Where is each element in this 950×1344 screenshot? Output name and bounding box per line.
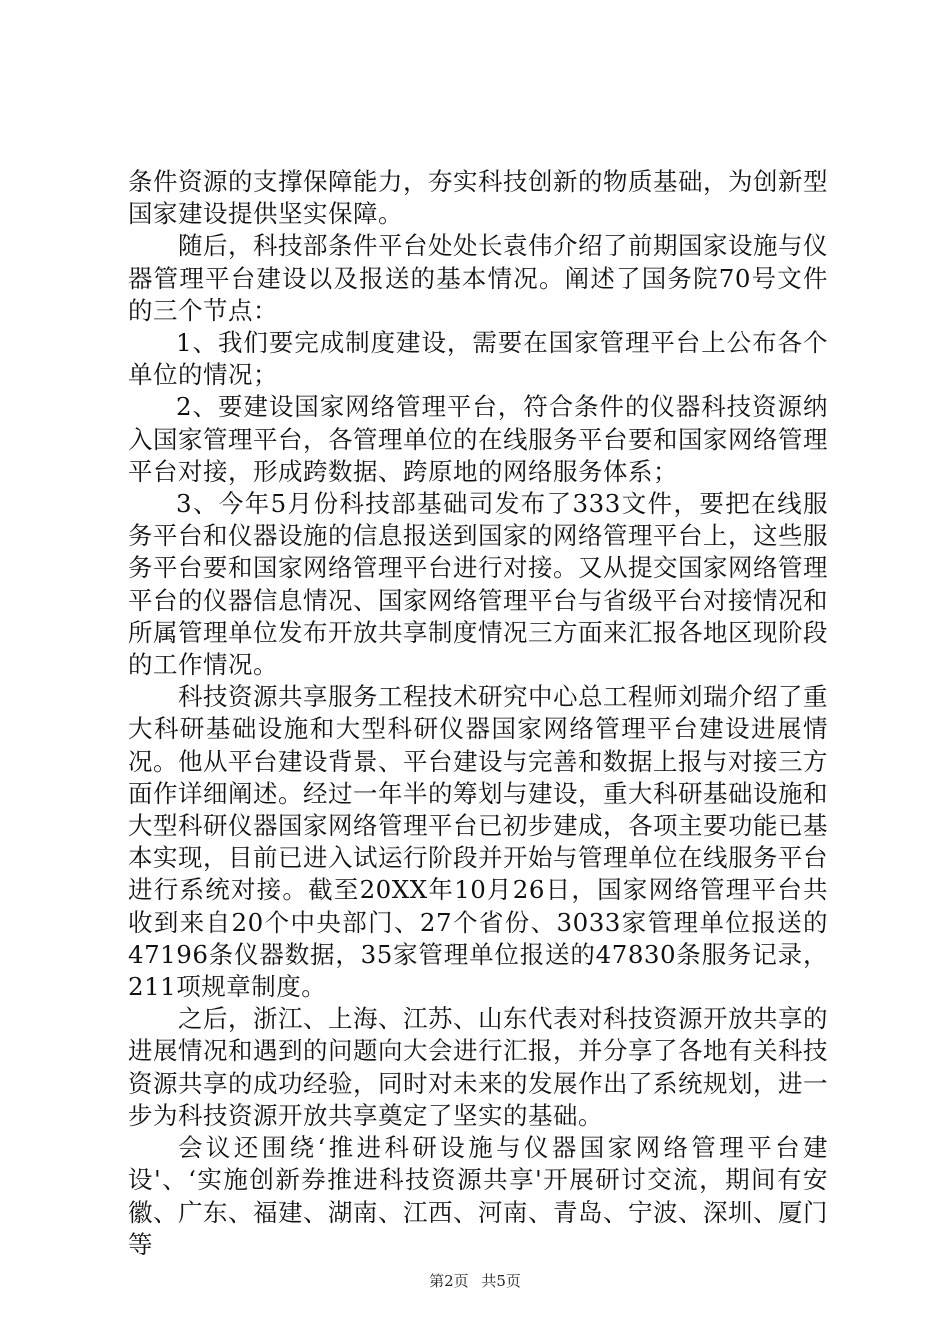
paragraph-liu-rui: 科技资源共享服务工程技术研究中心总工程师刘瑞介绍了重大科研基础设施和大型科研仪器国家网络管理平台建设进展情况。他从平台建设背景、平台建设与完善和数据上报与对接三方面作详细阐述。经过一年半的筹划与建设，重大科研基础设施和大型科研仪器国家网络管理平台已初步建成，各项主要功能已基本实现，目前已进入试运行阶段并开始与管理单位在线服务平台进行系统对接。截至20XX年10月26日，国家网络管理平台共收到来自20个中央部门、27个省份、3033家管理单位报送的47196条仪器数据，35家管理单位报送的47830条服务记录，211项规章制度。: [128, 682, 828, 1002]
paragraph-provinces-report: 之后，浙江、上海、江苏、山东代表对科技资源开放共享的进展情况和遇到的问题向大会进行汇报，并分享了各地有关科技资源共享的成功经验，同时对未来的发展作出了系统规划，进一步为科技资源开放共享奠定了坚实的基础。: [128, 1004, 828, 1130]
paragraph-continuation: 条件资源的支撑保障能力，夯实科技创新的物质基础，为创新型国家建设提供坚实保障。: [128, 167, 828, 229]
list-item-2: 2、要建设国家网络管理平台，符合条件的仪器科技资源纳入国家管理平台，各管理单位的在线服务平台要和国家网络管理平台对接，形成跨数据、跨原地的网络服务体系；: [128, 392, 828, 486]
list-item-1: 1、我们要完成制度建设，需要在国家管理平台上公布各个单位的情况；: [128, 328, 828, 390]
page-footer: [0, 1270, 950, 1291]
page-number-total: 共5页: [481, 1272, 521, 1290]
list-item-3: 3、今年5月份科技部基础司发布了333文件，要把在线服务平台和仪器设施的信息报送到国家的网络管理平台上，这些服务平台要和国家网络管理平台进行对接。又从提交国家网络管理平台的仪器信息情况、国家网络管理平台与省级平台对接情况和所属管理单位发布开放共享制度情况三方面来汇报各地区现阶段的工作情况。: [128, 489, 828, 680]
paragraph-yuan-wei: 随后，科技部条件平台处处长袁伟介绍了前期国家设施与仪器管理平台建设以及报送的基本情况。阐述了国务院70号文件的三个节点：: [128, 231, 828, 325]
document-body: [128, 166, 828, 1261]
paragraph-discussion: 会议还围绕‘推进科研设施与仪器国家网络管理平台建设'、‘实施创新券推进科技资源共享'开展研讨交流，期间有安徽、广东、福建、湖南、江西、河南、青岛、宁波、深圳、厦门等: [128, 1133, 828, 1259]
page-number-current: 第2页: [429, 1272, 469, 1290]
